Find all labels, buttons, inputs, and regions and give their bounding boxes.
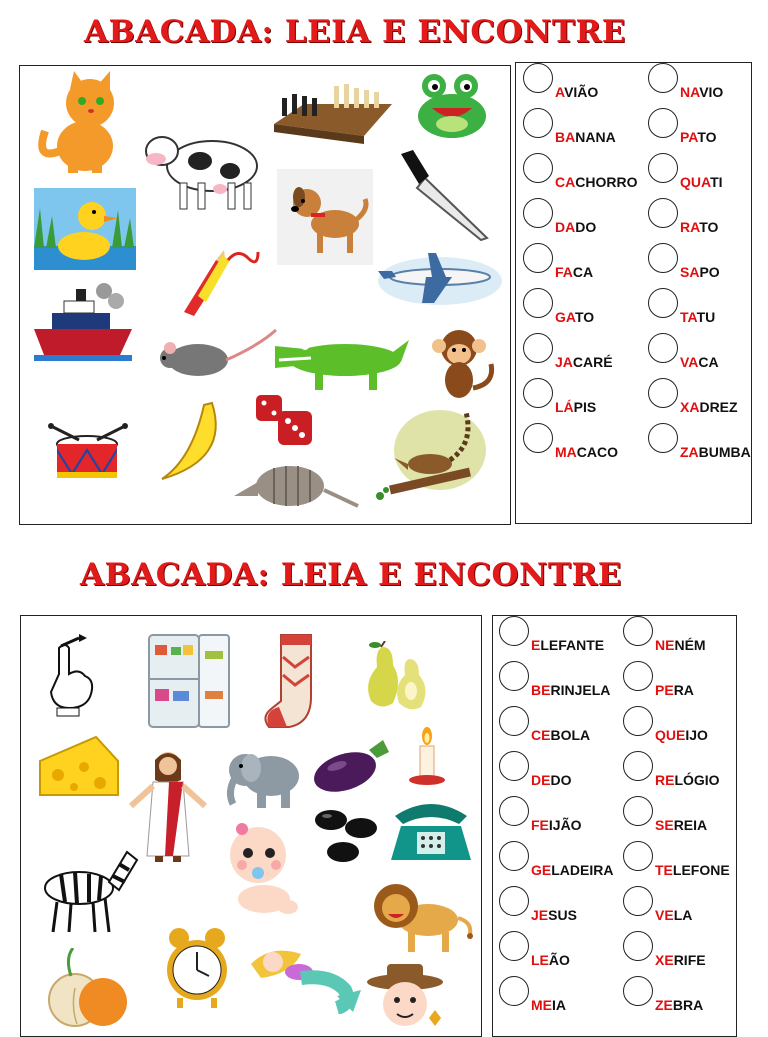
list-item: ZEBRA bbox=[623, 976, 703, 1012]
list-item: PATO bbox=[648, 108, 717, 144]
list-item: NENÉM bbox=[623, 616, 706, 652]
drum-icon bbox=[45, 414, 130, 486]
list-item: MEIA bbox=[499, 976, 566, 1012]
answer-circle[interactable] bbox=[648, 243, 678, 273]
section1-picture-panel bbox=[19, 65, 511, 525]
list-item: VELA bbox=[623, 886, 692, 922]
sock-icon bbox=[261, 631, 323, 733]
answer-circle[interactable] bbox=[648, 333, 678, 363]
answer-circle[interactable] bbox=[623, 751, 653, 781]
section1-title: ABACADA: LEIA E ENCONTRE bbox=[84, 14, 626, 50]
elephant-icon bbox=[221, 744, 303, 812]
knife-icon bbox=[395, 148, 490, 243]
finger-icon bbox=[39, 634, 101, 718]
list-item: VACA bbox=[648, 333, 719, 369]
list-item: DADO bbox=[523, 198, 596, 234]
list-item: ZABUMBA bbox=[648, 423, 751, 459]
list-item: NAVIO bbox=[648, 63, 723, 99]
section2-word-panel bbox=[492, 615, 737, 1037]
frog-icon bbox=[408, 68, 496, 146]
answer-circle[interactable] bbox=[648, 108, 678, 138]
list-item: RELÓGIO bbox=[623, 751, 720, 787]
answer-circle[interactable] bbox=[623, 931, 653, 961]
list-item: LÁPIS bbox=[523, 378, 596, 414]
list-item: SEREIA bbox=[623, 796, 707, 832]
list-item: TATU bbox=[648, 288, 715, 324]
list-item: SAPO bbox=[648, 243, 720, 279]
sheriff-icon bbox=[359, 958, 451, 1036]
list-item: XERIFE bbox=[623, 931, 706, 967]
ship-icon bbox=[34, 279, 132, 363]
cheese-icon bbox=[36, 731, 121, 801]
fridge-icon bbox=[143, 631, 235, 731]
baby-icon bbox=[218, 821, 304, 917]
answer-circle[interactable] bbox=[623, 616, 653, 646]
lion-icon bbox=[366, 878, 474, 956]
answer-circle[interactable] bbox=[648, 378, 678, 408]
list-item: PERA bbox=[623, 661, 694, 697]
cow-icon bbox=[140, 121, 265, 216]
answer-circle[interactable] bbox=[623, 886, 653, 916]
answer-circle[interactable] bbox=[523, 378, 553, 408]
answer-circle[interactable] bbox=[499, 661, 529, 691]
section2-title: ABACADA: LEIA E ENCONTRE bbox=[80, 557, 622, 593]
list-item: GELADEIRA bbox=[499, 841, 613, 877]
answer-circle[interactable] bbox=[648, 153, 678, 183]
coati-icon bbox=[370, 404, 488, 506]
monkey-icon bbox=[425, 324, 503, 406]
answer-circle[interactable] bbox=[623, 796, 653, 826]
answer-circle[interactable] bbox=[623, 841, 653, 871]
duck-icon bbox=[34, 188, 136, 270]
answer-circle[interactable] bbox=[623, 976, 653, 1006]
answer-circle[interactable] bbox=[499, 841, 529, 871]
answer-circle[interactable] bbox=[499, 886, 529, 916]
list-item: RATO bbox=[648, 198, 718, 234]
pencil-icon bbox=[178, 246, 260, 318]
answer-circle[interactable] bbox=[523, 153, 553, 183]
answer-circle[interactable] bbox=[523, 198, 553, 228]
section1-word-panel bbox=[515, 62, 752, 524]
airplane-icon bbox=[376, 249, 504, 307]
answer-circle[interactable] bbox=[499, 706, 529, 736]
list-item: DEDO bbox=[499, 751, 571, 787]
section2-picture-panel bbox=[20, 615, 482, 1037]
eggplant-icon bbox=[311, 738, 391, 796]
list-item: QUEIJO bbox=[623, 706, 708, 742]
list-item: CACHORRO bbox=[523, 153, 637, 189]
list-item: JESUS bbox=[499, 886, 577, 922]
list-item: ELEFANTE bbox=[499, 616, 604, 652]
candle-icon bbox=[406, 726, 448, 788]
answer-circle[interactable] bbox=[648, 423, 678, 453]
list-item: JACARÉ bbox=[523, 333, 613, 369]
clock-icon bbox=[163, 924, 231, 1022]
alligator-icon bbox=[275, 316, 410, 398]
answer-circle[interactable] bbox=[623, 706, 653, 736]
dice-icon bbox=[252, 391, 320, 451]
list-item: BERINJELA bbox=[499, 661, 610, 697]
cat-icon bbox=[30, 71, 125, 176]
list-item: QUATI bbox=[648, 153, 723, 189]
armadillo-icon bbox=[230, 456, 360, 518]
list-item: LEÃO bbox=[499, 931, 570, 967]
list-item: GATO bbox=[523, 288, 594, 324]
answer-circle[interactable] bbox=[499, 616, 529, 646]
answer-circle[interactable] bbox=[648, 288, 678, 318]
answer-circle[interactable] bbox=[623, 661, 653, 691]
answer-circle[interactable] bbox=[523, 423, 553, 453]
list-item: CEBOLA bbox=[499, 706, 590, 742]
telephone-icon bbox=[387, 796, 475, 864]
list-item: AVIÃO bbox=[523, 63, 598, 99]
zebra-icon bbox=[31, 846, 139, 936]
onion-icon bbox=[41, 948, 133, 1030]
answer-circle[interactable] bbox=[523, 243, 553, 273]
answer-circle[interactable] bbox=[523, 63, 553, 93]
pear-icon bbox=[363, 641, 435, 713]
list-item: BANANA bbox=[523, 108, 616, 144]
mermaid-icon bbox=[241, 934, 363, 1014]
answer-circle[interactable] bbox=[648, 198, 678, 228]
beans-icon bbox=[309, 806, 381, 868]
list-item: TELEFONE bbox=[623, 841, 730, 877]
answer-circle[interactable] bbox=[523, 333, 553, 363]
answer-circle[interactable] bbox=[523, 108, 553, 138]
answer-circle[interactable] bbox=[648, 63, 678, 93]
answer-circle[interactable] bbox=[499, 796, 529, 826]
answer-circle[interactable] bbox=[499, 931, 529, 961]
dog-icon bbox=[277, 169, 373, 265]
banana-icon bbox=[152, 399, 230, 487]
answer-circle[interactable] bbox=[499, 751, 529, 781]
list-item: FEIJÃO bbox=[499, 796, 582, 832]
list-item: XADREZ bbox=[648, 378, 738, 414]
answer-circle[interactable] bbox=[499, 976, 529, 1006]
chess-icon bbox=[274, 76, 392, 148]
list-item: MACACO bbox=[523, 423, 618, 459]
list-item: FACA bbox=[523, 243, 593, 279]
rat-icon bbox=[148, 326, 278, 386]
answer-circle[interactable] bbox=[523, 288, 553, 318]
